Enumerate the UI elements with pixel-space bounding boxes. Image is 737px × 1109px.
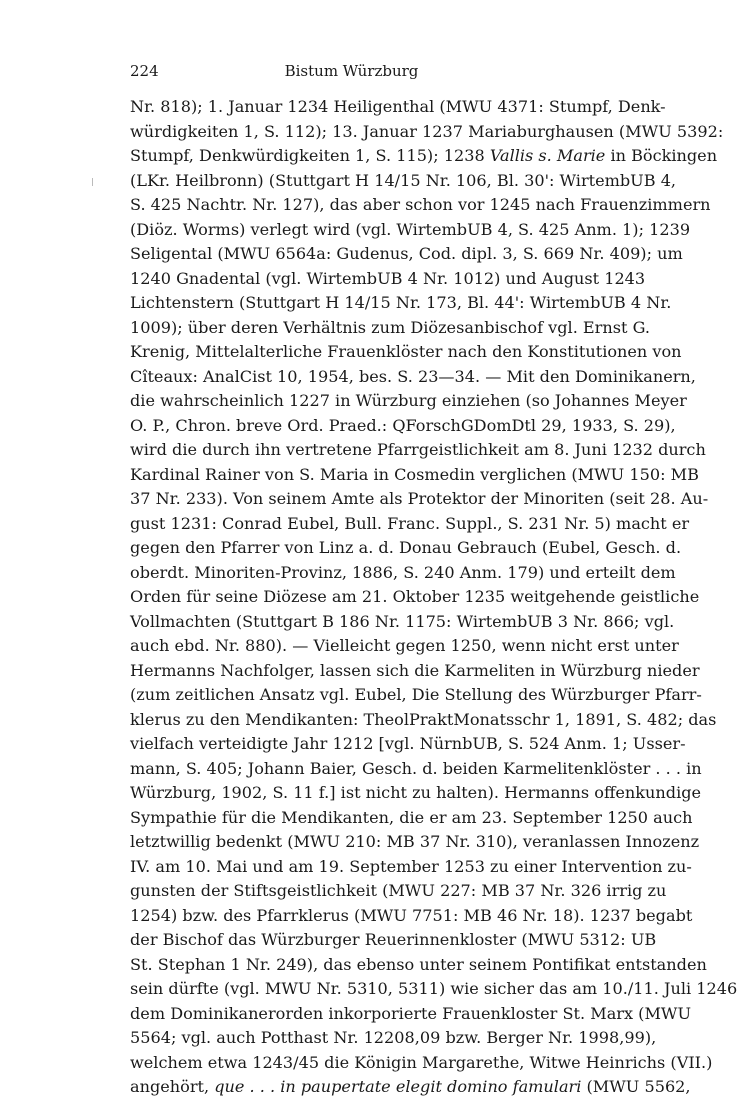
text-line: welchem etwa 1243/45 die Königin Margarethe, Witwe Heinrichs (VII.) [130,1052,713,1072]
text-line: gegen den Pfarrer von Linz a. d. Donau Gebrauch (Eubel, Gesch. d. [130,538,682,557]
text-line: Lichtenstern (Stuttgart H 14/15 Nr. 173, Bl. 44': WirtembUB 4 Nr. [130,293,672,312]
text-line: Hermanns Nachfolger, lassen sich die Karmeliten in Würzburg nieder [130,660,700,680]
text-line: auch ebd. Nr. 880). — Vielleicht gegen 1250, wenn nicht erst unter [130,636,679,655]
text-line: die wahrscheinlich 1227 in Würzburg einziehen (so Johannes Meyer [130,391,687,410]
text-line: 1254) bzw. des Pfarrklerus (MWU 7751: MB 46 Nr. 18). 1237 begabt [130,905,693,925]
text-line: klerus zu den Mendikanten: TheolPraktMonatsschr 1, 1891, S. 482; das [130,709,717,729]
text-line: sein dürfte (vgl. MWU Nr. 5310, 5311) wie sicher das am 10./11. Juli 1246 [130,979,737,998]
text-line: St. Stephan 1 Nr. 249), das ebenso unter seinem Pontifikat entstanden [130,954,707,974]
text-line: Kardinal Rainer von S. Maria in Cosmedin verglichen (MWU 150: MB [130,464,699,484]
text-line: Vollmachten (Stuttgart B 186 Nr. 1175: WirtembUB 3 Nr. 866; vgl. [130,611,675,631]
body-text [130,95,737,1100]
text-line: angehört, que . . . in paupertate elegit domino famulari (MWU 5562, [130,1077,691,1096]
text-line: Stumpf, Denkwürdigkeiten 1, S. 115); 1238 Vallis s. Marie in Böckingen [130,146,718,165]
text-line: mann, S. 405; Johann Baier, Gesch. d. beiden Karmelitenklöster . . . in [130,758,702,778]
text-line: O. P., Chron. breve Ord. Praed.: QForschGDomDtl 29, 1933, S. 29), [130,415,676,435]
text-line: Sympathie für die Mendikanten, die er am 23. September 1250 auch [130,807,693,827]
text-line: (zum zeitlichen Ansatz vgl. Eubel, Die Stellung des Würzburger Pfarr- [130,685,702,704]
italic-text: Vallis s. Marie [489,146,606,165]
page-header [130,62,573,84]
text-line: Orden für seine Diözese am 21. Oktober 1235 weitgehende geistliche [130,587,700,606]
text-line: würdigkeiten 1, S. 112); 13. Januar 1237 Mariaburghausen (MWU 5392: [130,121,724,141]
text-line: Krenig, Mittelalterliche Frauenklöster nach den Konstitutionen von [130,342,682,361]
text-line: vielfach verteidigte Jahr 1212 [vgl. NürnbUB, S. 524 Anm. 1; Usser- [130,734,686,753]
text-line: S. 425 Nachtr. Nr. 127), das aber schon vor 1245 nach Frauenzimmern [130,195,711,214]
text-line: (Diöz. Worms) verlegt wird (vgl. WirtembUB 4, S. 425 Anm. 1); 1239 [130,219,691,239]
text-line: letztwillig bedenkt (MWU 210: MB 37 Nr. 310), veranlassen Innozenz [130,832,700,851]
text-line: der Bischof das Würzburger Reuerinnenkloster (MWU 5312: UB [130,930,657,949]
italic-text: que . . . in paupertate elegit domino famulari [214,1077,582,1096]
margin-mark [92,178,93,186]
text-line: oberdt. Minoriten-Provinz, 1886, S. 240 Anm. 179) und erteilt dem [130,562,676,582]
text-line: Würzburg, 1902, S. 11 f.] ist nicht zu halten). Hermanns offenkundige [130,783,702,802]
text-line: gust 1231: Conrad Eubel, Bull. Franc. Suppl., S. 231 Nr. 5) macht er [130,513,690,533]
text-line: IV. am 10. Mai und am 19. September 1253 zu einer Intervention zu- [130,856,692,876]
text-line: dem Dominikanerorden inkorporierte Frauenkloster St. Marx (MWU [130,1003,692,1023]
running-title: Bistum Würzburg [284,62,419,80]
page-number: 224 [130,62,159,80]
text-line: (LKr. Heilbronn) (Stuttgart H 14/15 Nr. 106, Bl. 30': WirtembUB 4, [130,170,677,190]
text-line: wird die durch ihn vertretene Pfarrgeistlichkeit am 8. Juni 1232 durch [130,440,706,459]
text-line: 1009); über deren Verhältnis zum Diözesanbischof vgl. Ernst G. [130,317,650,337]
text-line: Seligental (MWU 6564a: Gudenus, Cod. dipl. 3, S. 669 Nr. 409); um [130,244,683,263]
text-line: 5564; vgl. auch Potthast Nr. 12208,09 bzw. Berger Nr. 1998,99), [130,1028,657,1047]
text-line: Nr. 818); 1. Januar 1234 Heiligenthal (MWU 4371: Stumpf, Denk- [130,97,666,116]
text-line: 37 Nr. 233). Von seinem Amte als Protektor der Minoriten (seit 28. Au- [130,489,709,508]
text-line: gunsten der Stiftsgeistlichkeit (MWU 227: MB 37 Nr. 326 irrig zu [130,881,667,900]
text-line: 1240 Gnadental (vgl. WirtembUB 4 Nr. 1012) und August 1243 [130,268,646,288]
text-line: Cîteaux: AnalCist 10, 1954, bes. S. 23—34. — Mit den Dominikanern, [130,366,696,386]
